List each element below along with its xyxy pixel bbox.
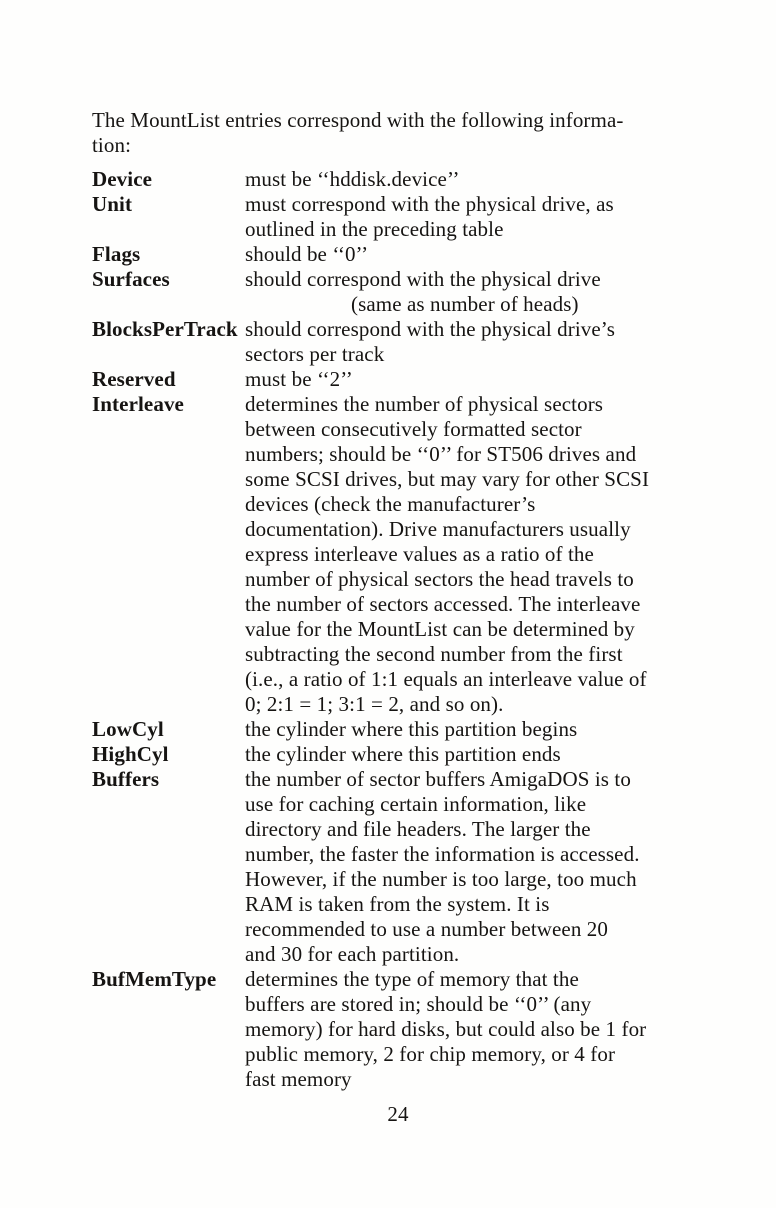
description-line: RAM is taken from the system. It is <box>245 892 550 916</box>
term-description <box>245 167 704 192</box>
term-label: Buffers <box>92 767 160 791</box>
description-line: (same as number of heads) <box>351 292 579 316</box>
term-description <box>245 767 704 967</box>
page-number: 24 <box>387 1102 409 1126</box>
description-line: (i.e., a ratio of 1:1 equals an interleave value of <box>245 667 647 691</box>
description-line: value for the MountList can be determined by <box>245 617 635 641</box>
description-line: recommended to use a number between 20 <box>245 917 609 941</box>
definition-row <box>92 267 704 317</box>
term-label: Unit <box>92 192 133 216</box>
term-description <box>245 317 704 367</box>
description-line: number of physical sectors the head travels to <box>245 567 634 591</box>
intro-line-2: tion: <box>92 133 132 157</box>
description-line: the number of sector buffers AmigaDOS is to <box>245 767 631 791</box>
description-line: express interleave values as a ratio of the <box>245 542 594 566</box>
description-line: public memory, 2 for chip memory, or 4 for <box>245 1042 616 1066</box>
term-description <box>245 717 704 742</box>
term-description <box>245 367 704 392</box>
term-label: Flags <box>92 242 141 266</box>
definition-row <box>92 367 704 392</box>
definition-row <box>92 392 704 717</box>
description-line: determines the type of memory that the <box>245 967 579 991</box>
description-line: memory) for hard disks, but could also be 1 for <box>245 1017 647 1041</box>
term-description <box>245 392 704 717</box>
description-line: should correspond with the physical drive’s <box>245 317 615 341</box>
definition-row <box>92 242 704 267</box>
description-line: subtracting the second number from the first <box>245 642 623 666</box>
term-label: LowCyl <box>92 717 164 741</box>
term-description <box>245 192 704 242</box>
term-description <box>245 742 704 767</box>
description-line: between consecutively formatted sector <box>245 417 582 441</box>
description-line: directory and file headers. The larger the <box>245 817 591 841</box>
description-line: determines the number of physical sectors <box>245 392 604 416</box>
description-line: must be ‘‘hddisk.device’’ <box>245 167 460 191</box>
term-label: Reserved <box>92 367 176 391</box>
definition-row <box>92 717 704 742</box>
description-line: fast memory <box>245 1067 352 1091</box>
term-description <box>245 967 704 1092</box>
description-line: use for caching certain information, like <box>245 792 587 816</box>
definition-row <box>92 767 704 967</box>
description-line: the number of sectors accessed. The interleave <box>245 592 641 616</box>
definition-list <box>92 167 704 1092</box>
term-label: Interleave <box>92 392 184 416</box>
description-line: the cylinder where this partition ends <box>245 742 561 766</box>
definition-row <box>92 167 704 192</box>
description-line: should correspond with the physical drive <box>245 267 601 291</box>
term-label: HighCyl <box>92 742 169 766</box>
description-line: outlined in the preceding table <box>245 217 504 241</box>
description-line: should be ‘‘0’’ <box>245 242 369 266</box>
term-description <box>245 242 704 267</box>
definition-row <box>92 317 704 367</box>
definition-row <box>92 742 704 767</box>
description-line: number, the faster the information is accessed. <box>245 842 640 866</box>
term-label: Device <box>92 167 153 191</box>
description-line: sectors per track <box>245 342 385 366</box>
description-line: documentation). Drive manufacturers usually <box>245 517 631 541</box>
definition-row <box>92 967 704 1092</box>
intro-line-1: The MountList entries correspond with the following informa- <box>92 108 624 132</box>
description-line: 0; 2:1 = 1; 3:1 = 2, and so on). <box>245 692 504 716</box>
description-line: devices (check the manufacturer’s <box>245 492 536 516</box>
term-label: BufMemType <box>92 967 217 991</box>
description-line: buffers are stored in; should be ‘‘0’’ (any <box>245 992 592 1016</box>
description-line: However, if the number is too large, too much <box>245 867 637 891</box>
intro-paragraph <box>92 108 704 158</box>
description-line: and 30 for each partition. <box>245 942 460 966</box>
description-line: some SCSI drives, but may vary for other SCSI <box>245 467 650 491</box>
description-line: the cylinder where this partition begins <box>245 717 578 741</box>
text-block <box>92 108 704 1127</box>
term-label: Surfaces <box>92 267 170 291</box>
definition-row <box>92 192 704 242</box>
term-description <box>245 267 704 317</box>
description-line: numbers; should be ‘‘0’’ for ST506 drives and <box>245 442 637 466</box>
description-line: must be ‘‘2’’ <box>245 367 353 391</box>
term-label: BlocksPerTrack <box>92 317 238 341</box>
description-line: must correspond with the physical drive, as <box>245 192 614 216</box>
